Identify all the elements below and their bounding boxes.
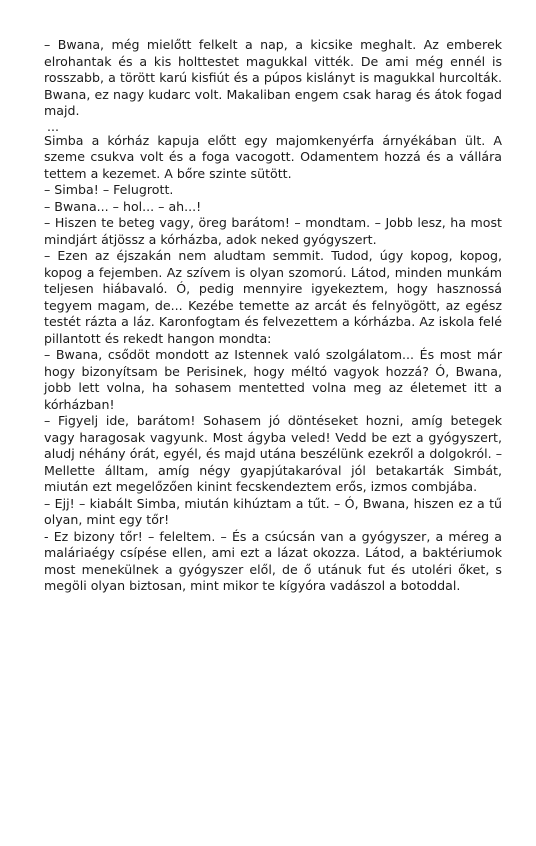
section-break: ... [47, 118, 60, 134]
paragraph: – Ezen az éjszakán nem aludtam semmit. Tudod, úgy kopog, kopog, kopog a fejemben. Az szívem is olyan szomorú. Látod, minden munkám teljesen hiábavaló. Ó, pedig mennyire igyekeztem, hogy hasznossá tegyem magam, de... Kezébe temette az arcát és felnyögött, az egész testét rázta a láz. Karonfogtam és felvezettem a kórházba. Az iskola felé pillantott és rekedt hangon mondta: [44, 248, 502, 346]
paragraph: – Simba! – Felugrott. [44, 182, 174, 197]
paragraph: – Bwana, csődöt mondott az Istennek való szolgálatom... És most már hogy bizonyítsam be Perisinek, hogy méltó vagyok hozzá? Ó, Bwana, jobb lett volna, ha sohasem mentetted volna meg az életemet itt a kórházban! [44, 347, 502, 412]
paragraph: – Bwana... – hol... – ah...! [44, 198, 202, 214]
paragraph: – Bwana, még mielőtt felkelt a nap, a kicsike meghalt. Az emberek elrohantak és a kis holttestet magukkal vitték. De ami még ennél is rosszabb, a törött karú kisfiút és a púpos kislányt is magukkal hurcolták. Bwana, ez nagy kudarc volt. Makaliban engem csak harag és átok fogad majd. [44, 37, 502, 118]
book-page [44, 37, 502, 595]
paragraph: – Hiszen te beteg vagy, öreg barátom! – mondtam. – Jobb lesz, ha most mindjárt átjössz a kórházba, adok neked gyógyszert. [44, 215, 502, 247]
paragraph: - Ez bizony tőr! – feleltem. – És a csúcsán van a gyógyszer, a méreg a maláriaégy csípése ellen, ami ezt a lázat okozza. Látod, a baktériumok most menekülnek a gyógyszer elől, de ő utánuk fut és utoléri őket, s megöli olyan biztosan, mint mikor te kígyóra vadászol a botoddal. [44, 528, 502, 593]
paragraph: – Figyelj ide, barátom! Sohasem jó döntéseket hozni, amíg betegek vagy haragosak vagyunk. Most ágyba veled! Vedd be ezt a gyógyszert, aludj néhány órát, egyél, és majd utána beszélünk ezekről a dolgokról. – Mellette álltam, amíg négy gyapjútakaróval jól betakarták Simbát, miután ezt megelőzően kinint fecskendeztem erős, izmos combjába. [44, 413, 502, 494]
paragraph: – Ejj! – kiabált Simba, miután kihúztam a tűt. – Ó, Bwana, hiszen ez a tű olyan, mint egy tőr! [44, 495, 502, 527]
paragraph: Simba a kórház kapuja előtt egy majomkenyérfa árnyékában ült. A szeme csukva volt és a foga vacogott. Odamentem hozzá és a vállára tettem a kezemet. A bőre szinte sütött. [44, 132, 502, 181]
